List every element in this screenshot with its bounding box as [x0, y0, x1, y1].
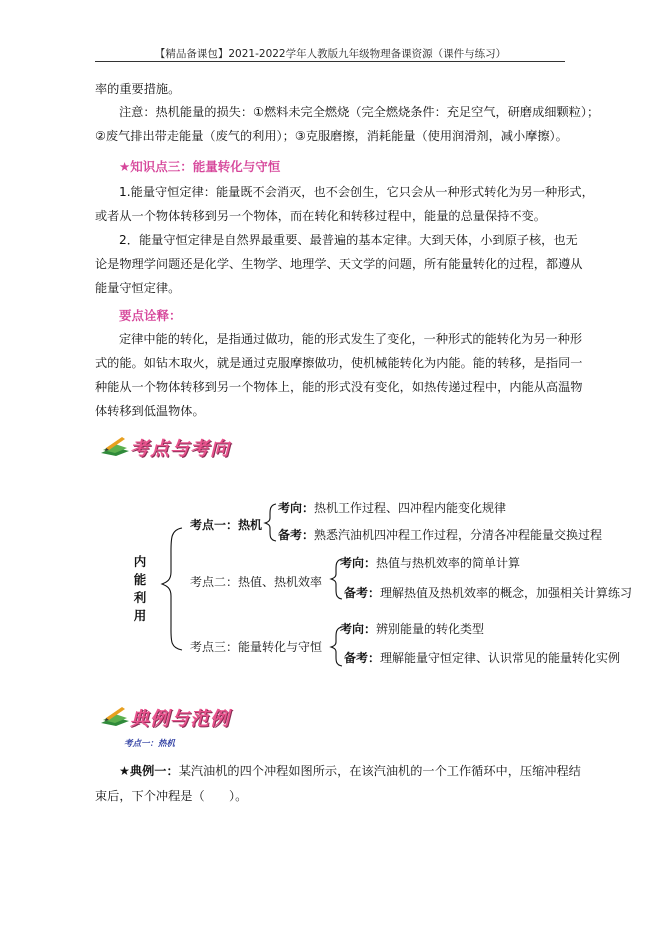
pen-book-icon [100, 705, 130, 727]
branch-1-label: 考点一：热机 [190, 518, 263, 532]
branch-2-item-1: 考向：热值与热机效率的简单计算 [340, 556, 521, 570]
k3-p2-line-2: 论是物理学问题还是化学、生物学、地理学、天文学的问题，所有能量转化的过程，都遵从 [95, 257, 583, 271]
root-char: 利 [133, 590, 147, 605]
section-title-examples: 典例与范例 [130, 708, 231, 730]
branch-1-item-2: 备考：熟悉汽油机四冲程工作过程，分清各冲程能量交换过程 [278, 528, 603, 542]
example-text: 某汽油机的四个冲程如图所示，在该汽油机的一个工作循环中，压缩冲程结 [178, 764, 581, 778]
note-line-1: 注意：热机能量的损失：①燃料未完全燃烧（完全燃烧条件：充足空气，研磨成细颗粒）； [119, 105, 600, 119]
branch-3-item-2: 备考：理解能量守恒定律、认识常见的能量转化实例 [344, 651, 621, 665]
root-char: 能 [133, 572, 147, 587]
root-char: 内 [133, 554, 147, 569]
knowledge-3-title: ★知识点三：能量转化与守恒 [119, 159, 281, 174]
key-points-title: 要点诠释： [119, 308, 182, 323]
brace-1 [265, 504, 276, 541]
branch-2-label: 考点二：热值、热机效率 [190, 575, 323, 589]
section-title-exam-points: 考点与考向 [130, 438, 231, 460]
key-points-line-1: 定律中能的转化，是指通过做功，能的形式发生了变化，一种形式的能转化为另一种形 [119, 332, 583, 346]
root-char: 用 [133, 608, 147, 623]
k3-p1-line-1: 1.能量守恒定律：能量既不会消灭，也不会创生，它只会从一种形式转化为另一种形式， [119, 185, 594, 199]
k3-p1-line-2: 或者从一个物体转移到另一个物体，而在转化和转移过程中，能量的总量保持不变。 [95, 209, 546, 223]
branch-2-item-2: 备考：理解热值及热机效率的概念，加强相关计算练习 [344, 586, 633, 600]
key-points-line-4: 体转移到低温物体。 [95, 404, 205, 418]
key-points-line-3: 种能从一个物体转移到另一个物体上，能的形式没有变化，如热传递过程中，内能从高温物 [95, 380, 583, 394]
branch-3-item-1: 考向：辨别能量的转化类型 [340, 622, 485, 636]
main-brace [162, 528, 182, 650]
k3-p2-line-3: 能量守恒定律。 [95, 281, 181, 295]
branch-3-label: 考点三：能量转化与守恒 [190, 640, 323, 654]
branch-1-item-1: 考向：热机工作过程、四冲程内能变化规律 [278, 501, 507, 515]
example-line-1 [119, 764, 581, 778]
key-points-line-2: 式的能。如钻木取火，就是通过克服摩擦做功，使机械能转化为内能。能的转移，是指同一 [95, 356, 583, 370]
intro-line: 率的重要措施。 [95, 82, 181, 96]
example-sub-label: 考点一：热机 [124, 739, 176, 749]
k3-p2-line-1: 2．能量守恒定律是自然界最重要、最普遍的基本定律。大到天体，小到原子核，也无 [119, 233, 578, 247]
note-line-2: ②废气排出带走能量（废气的利用）；③克服磨擦，消耗能量（使用润滑剂，减小摩擦）。 [95, 129, 568, 143]
example-line-2: 束后，下个冲程是（ ）。 [95, 789, 248, 803]
example-prefix: ★典例一： [119, 764, 179, 778]
page-header: 【精品备课包】2021-2022学年人教版九年级物理备课资源（课件与练习） [154, 48, 507, 60]
